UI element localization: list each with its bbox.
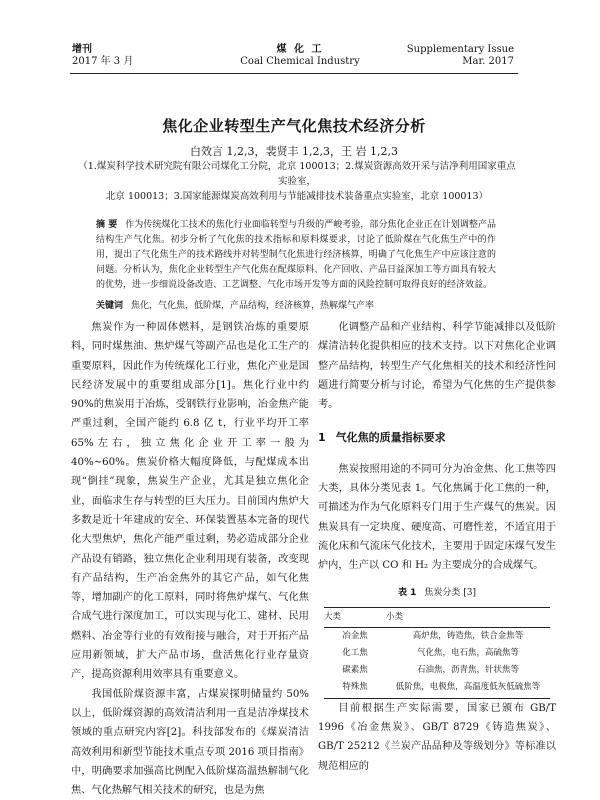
table-label: 表 1 xyxy=(397,587,417,598)
table-cell: 碳素焦 xyxy=(342,664,368,675)
table-header-row xyxy=(324,607,550,627)
body-paragraph: 目前根据生产实际需要，国家已颁布 GB/T 1996《冶金焦炭》、GB/T 8729《铸造焦炭》、GB/T 25212《兰炭产品品种及等级划分》等标准以规范相应的 xyxy=(318,702,556,772)
abstract xyxy=(96,218,496,293)
abstract-label: 摘 要 xyxy=(96,220,118,230)
body-paragraph: 化调整产品和产业结构、科学节能减排以及低阶煤清洁转化提供相应的技术支持。以下对焦化企业调整产品结构，转型生产气化焦相关的技术和经济性问题进行简要分析与讨论，希望为气化焦的生产提供参考。 xyxy=(318,322,556,411)
affiliation-line: 北京 100013；3.国家能源煤炭高效利用与节能减排技术装备重点实验室，北京 100013） xyxy=(105,191,489,202)
issue-date-en: Mar. 2017 xyxy=(462,56,514,67)
coke-classification-table xyxy=(324,607,550,699)
author-list: 白效言 1,2,3，裴贤丰 1,2,3，王 岩 1,2,3 xyxy=(190,145,398,158)
table-caption-text: 焦炭分类 [3] xyxy=(424,587,477,598)
journal-header-right xyxy=(407,44,514,68)
affiliation-line: （1.煤炭科学技术研究院有限公司煤化工分院，北京 100013；2.煤炭资源高效开采与洁净利用国家重点实验室， xyxy=(78,161,516,187)
table-cell: 高炉焦，铸造焦，铁合金焦等 xyxy=(412,630,524,641)
table-cell: 化工焦 xyxy=(342,647,368,658)
keywords xyxy=(96,299,496,313)
body-column-right xyxy=(318,318,556,776)
table-cell: 冶金焦 xyxy=(342,630,368,641)
table-cell: 低阶焦，电极焦，高温度低灰低硫焦等 xyxy=(386,679,550,699)
table-row xyxy=(324,627,550,645)
section-title: 气化焦的质量指标要求 xyxy=(335,431,446,445)
article-title: 焦化企业转型生产气化焦技术经济分析 xyxy=(162,117,426,135)
keywords-text: 焦化，气化焦，低阶煤，产品结构，经济核算，热解煤气产率 xyxy=(131,301,375,311)
journal-header-left xyxy=(72,44,133,68)
issue-label: 增刊 xyxy=(72,44,92,55)
body-paragraph: 焦炭作为一种固体燃料，是钢铁冶炼的重要原料，同时煤焦油、焦炉煤气等副产品也是化工生产的重要原料，因此作为传统煤化工行业，焦化产业是国民经济发展中的重要组成部分[1]。焦化行业中约 90%的焦炭用于冶炼，受钢铁行业影响，冶金焦产能严重过剩，全国产能约 6.8 亿 t，行业平均开工率 65%左右，独立焦化企业开工率一般为 40%~60%。焦炭价格大幅度降低，与配煤成本出现“倒挂”现象，焦炭生产企业，尤其是独立焦化企业，面临求生存与转型的巨大压力。目前国内焦炉大多数是近十年建成的安全、环保装置基本完备的现代化大型焦炉，焦化产能严重过剩，势必造成部分企业产品设有销路，独立焦化企业利用现有装备，改变现有产品结构，生产冶金焦外的其它产品，如气化焦等，增加副产的化工原料，同时将焦炉煤气、气化焦合成气进行深度加工，可以实现与化工、建材、民用燃料、冶金等行业的有效衔接与融合，对于开拓产品应用新领域，扩大产品市场，盘活焦化行业存量资产，提高资源利用效率具有重要意义。 xyxy=(71,322,309,681)
table-caption xyxy=(318,584,556,603)
section-heading xyxy=(318,428,556,447)
table-cell: 特殊焦 xyxy=(324,679,386,699)
issue-date: 2017 年 3 月 xyxy=(72,56,134,67)
section-number: 1 xyxy=(318,431,326,445)
table-row xyxy=(324,645,550,662)
table-header-cell: 小类 xyxy=(386,607,550,627)
table-row xyxy=(324,679,550,699)
body-column-left xyxy=(71,318,309,800)
body-paragraph: 我国低阶煤资源丰富，占煤炭探明储量约 50%以上，低阶煤资源的高效清洁利用一直是洁净煤技术领域的重点研究内容[2]。科技部发布的《煤炭清洁高效利用和新型节能技术重点专项 2016 项目指南》中，明确要求加强高比例配入低阶煤高温热解制气化焦、气化热解气相关技术的研究，也是为焦 xyxy=(71,688,309,797)
body-paragraph: 焦炭按照用途的不同可分为冶金焦、化工焦等四大类，具体分类见表 1。气化焦属于化工焦的一种，可描述为作为气化原料专门用于生产煤气的焦炭。因焦炭具有一定块度、硬度高、可磨性差，不适宜用于流化床和气流床气化技术，主要用于固定床煤气发生炉内，生产以 CO 和 H₂ 为主要成分的合成煤气。 xyxy=(318,463,556,572)
journal-name-en: Coal Chemical Industry xyxy=(240,56,360,67)
table-header-cell: 大类 xyxy=(324,607,386,627)
issue-type-en: Supplementary Issue xyxy=(406,44,514,55)
table-row xyxy=(324,662,550,679)
journal-header-center xyxy=(170,44,430,68)
affiliations xyxy=(74,159,520,204)
header-rule xyxy=(70,73,518,74)
table-cell: 石油焦，沥青焦，针状焦等 xyxy=(416,664,519,675)
abstract-text: 作为传统煤化工技术的焦化行业面临转型与升级的严峻考验，部分焦化企业正在计划调整产品结构生产气化焦。初步分析了气化焦的技术指标和原料煤要求，讨论了低阶煤在气化焦生产中的作用，提出了气化焦生产的技术路线并对转型制气化焦进行经济核算，明确了气化焦生产中应该注意的问题。分析认为，焦化企业转型生产气化焦在配煤原料、化产回收、产品日益深加工等方面具有较大的优势，进一步细说设备改造、工艺调整、气化市场开发等方面的风险控制可取得良好的经济效益。 xyxy=(96,220,496,290)
table-cell: 气化焦，电石焦，高硫焦等 xyxy=(416,647,519,658)
keywords-label: 关键词 xyxy=(96,301,124,311)
journal-name-cn: 煤 化 工 xyxy=(276,44,324,55)
